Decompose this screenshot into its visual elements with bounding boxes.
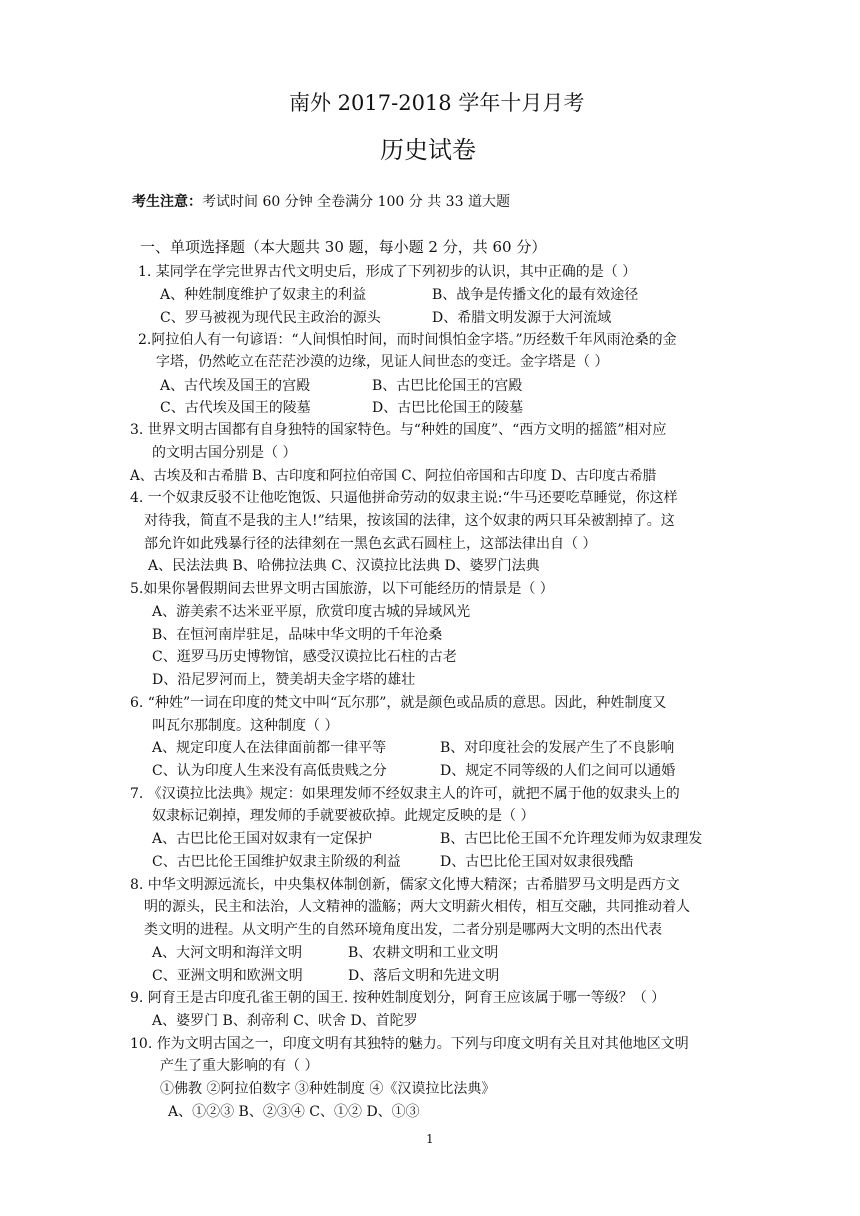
question-text: 10. 作为文明古国之一，印度文明有其独特的魅力。下列与印度文明有关且对其他地区文明 [130,1036,689,1052]
question-text: 3. 世界文明古国都有自身独特的国家特色。与“种姓的国度”、“西方文明的摇篮”相对应 [130,422,667,438]
option-text: C、古代埃及国王的陵墓 [160,400,311,416]
question-text: 字塔，仍然屹立在茫茫沙漠的边缘，见证人间世态的变迁。金字塔是（ ） [156,354,609,370]
option-text: A、古巴比伦王国对奴隶有一定保护 [152,831,373,847]
page-number: 1 [426,1132,434,1146]
question-text: 5.如果你暑假期间去世界文明古国旅游，以下可能经历的情景是（ ） [130,581,554,597]
option-text: A、古埃及和古希腊 B、古印度和阿拉伯帝国 C、阿拉伯帝国和古印度 D、古印度古希腊 [130,468,657,484]
question-text: 部允许如此残暴行径的法律刻在一黑色玄武石圆柱上，这部法律出自（ ） [144,536,597,552]
option-text: C、罗马被视为现代民主政治的源头 [160,310,381,326]
question-text: 2.阿拉伯人有一句谚语：“人间惧怕时间，而时间惧怕金字塔。”历经数千年风雨沧桑的金 [138,332,677,348]
option-text: B、对印度社会的发展产生了不良影响 [440,740,675,756]
option-text: D、古巴比伦国王的陵墓 [372,400,524,416]
option-text: D、希腊文明发源于大河流域 [432,310,612,326]
option-text: A、①②③ B、②③④ C、①② D、①③ [168,1104,420,1120]
option-text: A、规定印度人在法律面前都一律平等 [152,740,387,756]
question-text: 的文明古国分别是（ ） [152,445,297,461]
notice-text: 考试时间 60 分钟 全卷满分 100 分 共 33 道大题 [202,194,510,210]
question-text: 对待我，简直不是我的主人!”结果，按该国的法律，这个奴隶的两只耳朵被割掉了。这 [144,513,675,529]
option-text: B、古巴比伦国王的宫殿 [372,378,523,394]
option-text: B、在恒河南岸驻足，品味中华文明的千年沧桑 [152,627,443,643]
question-text: 奴隶标记剃掉，理发师的手就要被砍掉。此规定反映的是（ ） [152,808,535,824]
question-text: 1. 某同学在学完世界古代文明史后，形成了下列初步的认识，其中正确的是（ ） [138,264,637,280]
exam-notice [132,193,510,211]
question-text: 7. 《汉谟拉比法典》规定：如果理发师不经奴隶主人的许可，就把不属于他的奴隶头上的 [130,786,680,802]
option-text: C、认为印度人生来没有高低贵贱之分 [152,763,387,779]
option-text: D、古巴比伦王国对奴隶很残酷 [440,854,634,870]
option-text: A、大河文明和海洋文明 [152,945,303,961]
question-text: 4. 一个奴隶反驳不让他吃饱饭、只逼他拼命劳动的奴隶主说:“牛马还要吃草睡觉，你这样 [130,490,678,506]
option-text: B、古巴比伦王国不允许理发师为奴隶理发 [440,831,703,847]
notice-label: 考生注意： [132,194,202,210]
question-text: 类文明的进程。从文明产生的自然环境角度出发，二者分别是哪两大文明的杰出代表 [144,922,662,938]
option-text: A、游美索不达米亚平原，欣赏印度古城的异域风光 [152,604,471,620]
section-heading: 一、单项选择题（本大题共 30 题，每小题 2 分，共 60 分） [140,238,547,256]
option-text: D、沿尼罗河而上，赞美胡夫金字塔的雄壮 [152,672,416,688]
option-text: B、农耕文明和工业文明 [348,945,499,961]
question-text: 产生了重大影响的有（ ） [160,1058,319,1074]
subject-title: 历史试卷 [380,136,476,164]
question-text: 明的源头，民主和法治，人文精神的滥觞；两大文明薪火相传，相互交融，共同推动着人 [144,899,690,915]
option-text: A、种姓制度维护了奴隶主的利益 [160,287,367,303]
exam-title: 南外 2017-2018 学年十月月考 [289,91,585,115]
option-text: A、民法法典 B、哈佛拉法典 C、汉谟拉比法典 D、婆罗门法典 [148,558,540,574]
option-text: B、战争是传播文化的最有效途径 [432,287,639,303]
option-text: A、古代埃及国王的宫殿 [160,378,311,394]
option-text: C、亚洲文明和欧洲文明 [152,968,303,984]
question-text: 叫瓦尔那制度。这种制度（ ） [152,718,339,734]
question-text: 8. 中华文明源远流长，中央集权体制创新，儒家文化博大精深；古希腊罗马文明是西方文 [130,877,680,893]
option-text: D、规定不同等级的人们之间可以通婚 [440,763,676,779]
option-text: D、落后文明和先进文明 [348,968,500,984]
option-text: ①佛教 ②阿拉伯数字 ③种姓制度 ④《汉谟拉比法典》 [160,1081,496,1097]
option-text: C、古巴比伦王国维护奴隶主阶级的利益 [152,854,401,870]
option-text: A、婆罗门 B、刹帝利 C、吠舍 D、首陀罗 [152,1013,418,1029]
question-text: 6. “种姓”一词在印度的梵文中叫“瓦尔那”，就是颜色或品质的意思。因此，种姓制度又 [130,695,667,711]
option-text: C、逛罗马历史博物馆，感受汉谟拉比石柱的古老 [152,649,457,665]
question-text: 9. 阿育王是古印度孔雀王朝的国王. 按种姓制度划分，阿育王应该属于哪一等级？（ ） [130,990,666,1006]
